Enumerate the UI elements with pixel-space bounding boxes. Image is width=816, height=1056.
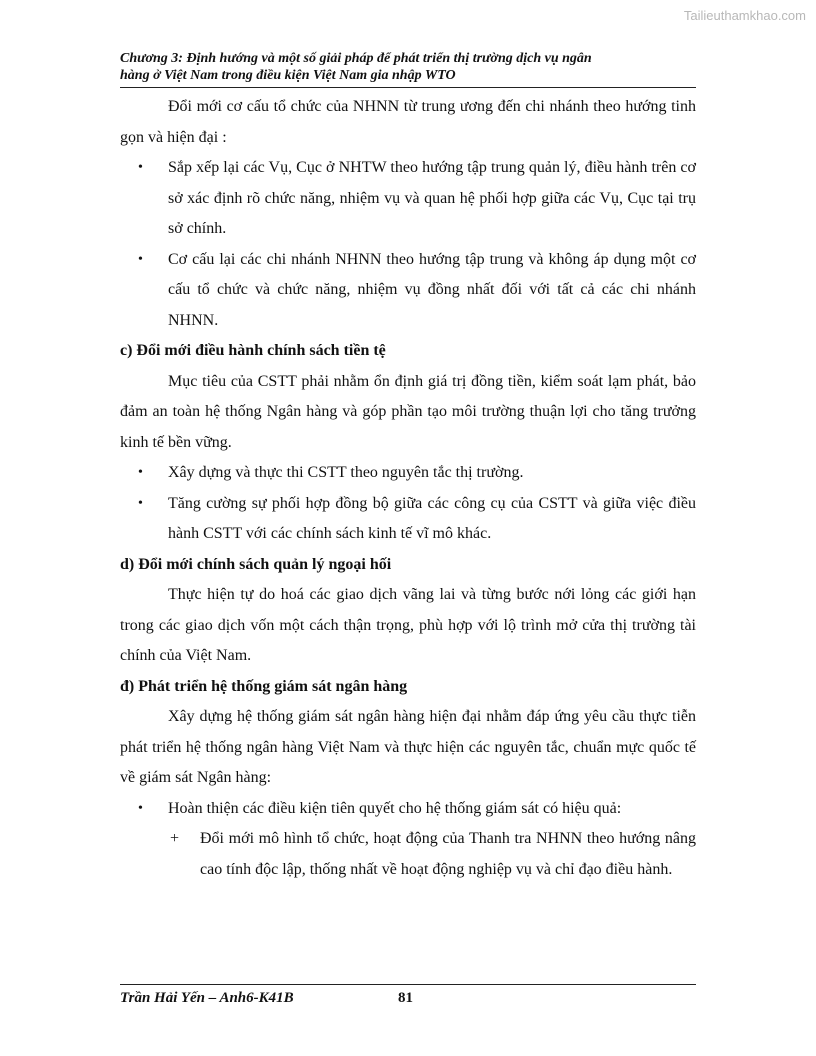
- section-dd-sub-list: [120, 824, 696, 885]
- bullet-icon: •: [138, 800, 143, 816]
- document-body: [120, 92, 696, 885]
- section-dd-bullet-list: [120, 794, 696, 825]
- section-c-heading: c) Đổi mới điều hành chính sách tiền tệ: [120, 342, 386, 359]
- intro-bullet-list: [120, 153, 696, 336]
- list-item-text: Xây dựng và thực thi CSTT theo nguyên tắc thị trường.: [168, 464, 524, 481]
- list-item: [138, 489, 696, 550]
- section-dd-paragraph: Xây dựng hệ thống giám sát ngân hàng hiện đại nhằm đáp ứng yêu cầu thực tiễn phát triển hệ thống ngân hàng Việt Nam và thực hiện các nguyên tắc, chuẩn mực quốc tế về giám sát Ngân hàng:: [120, 708, 696, 786]
- intro-paragraph: Đổi mới cơ cấu tổ chức của NHNN từ trung ương đến chi nhánh theo hướng tinh gọn và hiện đại :: [120, 98, 696, 146]
- chapter-header: [120, 50, 696, 88]
- footer-author: Trần Hải Yến – Anh6-K41B: [120, 990, 294, 1006]
- list-item-text: Sắp xếp lại các Vụ, Cục ở NHTW theo hướng tập trung quản lý, điều hành trên cơ sở xác định rõ chức năng, nhiệm vụ và quan hệ phối hợp giữa các Vụ, Cục tại trụ sở chính.: [168, 159, 696, 237]
- list-item: [138, 153, 696, 245]
- bullet-icon: •: [138, 160, 143, 175]
- bullet-icon: •: [138, 465, 143, 480]
- page-number: 81: [398, 990, 413, 1006]
- list-item: [138, 245, 696, 337]
- section-d-heading: d) Đổi mới chính sách quản lý ngoại hối: [120, 555, 392, 573]
- list-item: [138, 794, 696, 825]
- section-c-bullet-list: [120, 458, 696, 550]
- section-d-paragraph: Thực hiện tự do hoá các giao dịch vãng lai và từng bước nới lỏng các giới hạn trong các giao dịch vốn một cách thận trọng, phù hợp với lộ trình mở cửa thị trường tài chính của Việt Nam.: [120, 586, 696, 664]
- list-item: [138, 458, 696, 489]
- list-item-text: Cơ cấu lại các chi nhánh NHNN theo hướng tập trung và không áp dụng một cơ cấu tổ chức và chức năng, nhiệm vụ đồng nhất đối với tất cả các chi nhánh NHNN.: [168, 250, 696, 329]
- footer-divider: [120, 984, 696, 985]
- bullet-icon: •: [138, 495, 143, 511]
- plus-icon: +: [170, 830, 180, 847]
- watermark: Tailieuthamkhao.com: [683, 8, 806, 23]
- bullet-icon: •: [138, 251, 143, 267]
- section-c-paragraph: Mục tiêu của CSTT phải nhằm ổn định giá trị đồng tiền, kiểm soát lạm phát, bảo đảm an toàn hệ thống Ngân hàng và góp phần tạo môi trường thuận lợi cho tăng trưởng kinh tế bền vững.: [120, 372, 696, 451]
- header-line-1: Chương 3: Định hướng và một số giải pháp để phát triển thị trường dịch vụ ngân: [120, 51, 592, 66]
- header-line-2: hàng ở Việt Nam trong điều kiện Việt Nam gia nhập WTO: [120, 68, 456, 83]
- list-item: [170, 824, 696, 885]
- section-dd-heading: đ) Phát triển hệ thống giám sát ngân hàng: [120, 677, 408, 695]
- list-item-text: Hoàn thiện các điều kiện tiên quyết cho hệ thống giám sát có hiệu quả:: [168, 799, 622, 817]
- list-item-text: Tăng cường sự phối hợp đồng bộ giữa các công cụ của CSTT và giữa việc điều hành CSTT với các chính sách kinh tế vĩ mô khác.: [168, 494, 696, 542]
- list-item-text: Đổi mới mô hình tổ chức, hoạt động của Thanh tra NHNN theo hướng nâng cao tính độc lập, thống nhất về hoạt động nghiệp vụ và chỉ đạo điều hành.: [200, 830, 696, 878]
